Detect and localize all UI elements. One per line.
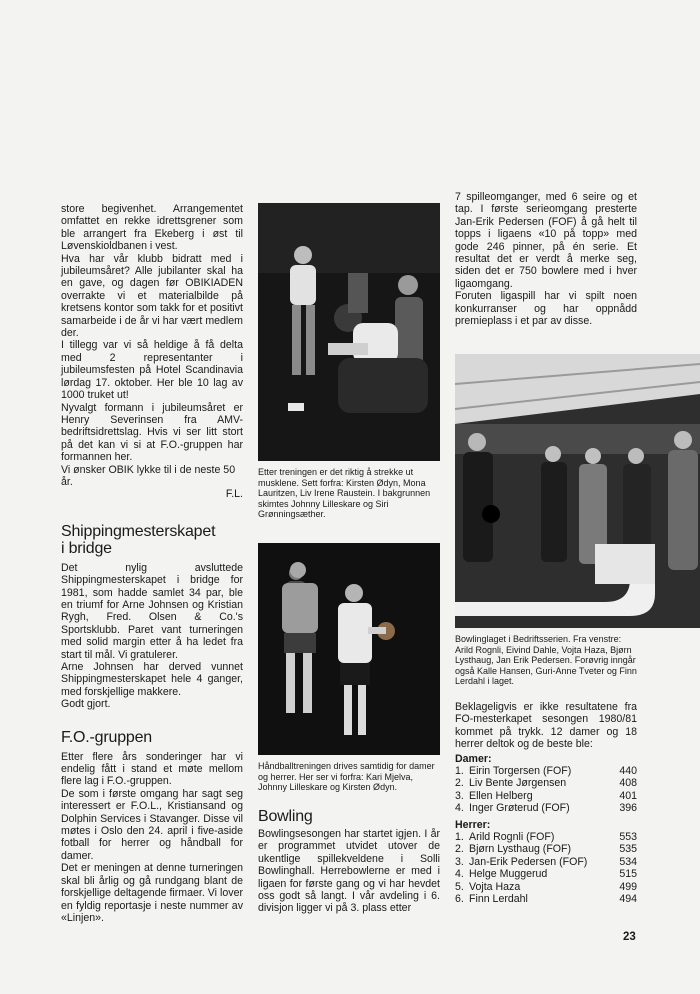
intro-paragraph: I tillegg var vi så heldige å få delta med 2 representanter i jubileumsfesten på Hotel Scandinavia lørdag 17. oktober. Her ble 10 lag av 1000 truket ut!: [61, 339, 243, 402]
result-name: Ellen Helberg: [469, 789, 533, 802]
result-row: [455, 868, 637, 880]
results-intro: Beklageligvis er ikke resultatene fra FO-mesterkapet sesongen 1980/81 kommet på trykk. 12 damer og 18 herrer deltok og de beste ble:: [455, 701, 637, 751]
result-rank: 4.: [455, 868, 464, 881]
fo-paragraph: Etter flere års sonderinger har vi endelig fått i stand et møte mellom flere lag i F.O.-gruppen.: [61, 750, 243, 788]
result-rank: 3.: [455, 789, 464, 802]
signature: F.L.: [225, 488, 243, 501]
result-score: 408: [619, 777, 637, 790]
stretching-photo-icon: [258, 203, 440, 461]
column-3-top: [455, 191, 637, 327]
bowling-cont-paragraph: Foruten ligaspill har vi spilt noen konkurranser og har oppnådd premieplass i et par av disse.: [455, 290, 637, 328]
result-score: 515: [619, 868, 637, 881]
caption-1: [258, 467, 442, 520]
result-score: 553: [619, 831, 637, 844]
fo-paragraph: De som i første omgang har sagt seg interessert er F.O.L., Kristiansand og Dolphin Services i Stavanger. Disse vil møtes i Oslo den 24. april i five-aside fotball for herrer og håndball for damer.: [61, 787, 243, 862]
result-score: 396: [619, 802, 637, 815]
result-name: Jan-Erik Pedersen (FOF): [469, 855, 588, 868]
damer-heading: Damer:: [455, 752, 492, 765]
result-name: Vojta Haza: [469, 880, 521, 893]
intro-paragraph: Nyvalgt formann i jubileumsåret er Henry Severinsen fra AMV-bedriftsidrettslag. Hvis vi ser litt stort på det kan vi si at F.O.-gruppen har formannen her.: [61, 401, 243, 464]
result-name: Finn Lerdahl: [469, 893, 528, 906]
stretching-photo: [258, 203, 440, 461]
bowling-section: [258, 808, 440, 915]
result-rank: 3.: [455, 855, 464, 868]
bowling-paragraph: Bowlingsesongen har startet igjen. I år er programmet utvidet utover de ukentlige spillekveldene i Solli Bowlinghall. Herrebowlerne er med i ligaen for første gang og vi har hevdet oss godt så langt. I vår avdeling i 6. divisjon ligger vi på 3. plass etter: [258, 828, 440, 915]
result-rank: 5.: [455, 880, 464, 893]
result-score: 535: [619, 843, 637, 856]
result-score: 440: [619, 765, 637, 778]
result-score: 494: [619, 893, 637, 906]
caption-3: [455, 634, 639, 687]
handball-photo: [258, 543, 440, 755]
bridge-heading-line2: i bridge: [61, 539, 112, 557]
result-rank: 6.: [455, 893, 464, 906]
bowling-team-photo: [455, 354, 700, 628]
result-row: [455, 881, 637, 893]
result-row: [455, 802, 637, 814]
result-name: Arild Rognli (FOF): [469, 831, 555, 844]
results-section: [455, 701, 637, 906]
bowling-heading: Bowling: [258, 808, 313, 825]
result-name: Eirin Torgersen (FOF): [469, 765, 572, 778]
result-rank: 2.: [455, 777, 464, 790]
caption-2-text: Håndballtreningen drives samtidig for damer og herrer. Her ser vi forfra: Kari Mjelva, Johnny Lilleskare og Kirsten Ødyn.: [258, 761, 435, 793]
result-name: Liv Bente Jørgensen: [469, 777, 567, 790]
result-row: [455, 790, 637, 802]
handball-photo-icon: [258, 543, 440, 755]
intro-paragraph: store begivenhet. Arrangementet omfattet en rekke idrettsgrener som ble arrangert fra Ekeberg i øst til Løvenskioldbanen i vest.: [61, 203, 243, 253]
result-rank: 4.: [455, 802, 464, 815]
fo-heading: F.O.-gruppen: [61, 728, 152, 746]
intro-paragraph: Hva har vår klubb bidratt med i jubileumsåret? Alle jubilanter skal ha en gave, og dagen før OBIKIADEN overrakte vi et materialbilde på kretsens kontor som takk for et positivt samarbeide i de år vi har vært medlem der.: [61, 252, 243, 340]
bridge-heading-line1: Shippingmesterskapet: [61, 522, 216, 540]
result-name: Inger Grøterud (FOF): [469, 802, 570, 815]
bridge-heading: [61, 523, 243, 557]
bridge-paragraph: Arne Johnsen har derved vunnet Shippingmesterskapet hele 4 ganger, med forskjellige makkere.: [61, 661, 243, 698]
result-score: 499: [619, 880, 637, 893]
page-number: 23: [623, 931, 636, 943]
caption-3-text: Bowlinglaget i Bedriftsserien. Fra venstre: Arild Rognli, Eivind Dahle, Vojta Haza, Bjørn Lysthaug, Jan Erik Pedersen. Forøvrig inngår også Kalle Hansen, Guri-Anne Tveter og Finn Lerdahl i laget.: [455, 634, 637, 687]
result-name: Helge Muggerud: [469, 868, 548, 881]
result-row: [455, 831, 637, 843]
result-name: Bjørn Lysthaug (FOF): [469, 843, 572, 856]
caption-2: [258, 761, 442, 793]
result-score: 534: [619, 855, 637, 868]
bowling-team-photo-icon: [455, 354, 700, 628]
result-rank: 1.: [455, 765, 464, 778]
result-rank: 1.: [455, 831, 464, 844]
fo-paragraph: Det er meningen at denne turneringen skal bli årlig og gå rundgang blant de forskjellige deltagende firmaer. Vi lover en fyldig reportasje i neste nummer av «Linjen».: [61, 862, 243, 924]
herrer-list: [455, 831, 637, 905]
result-row: [455, 856, 637, 868]
herrer-heading: Herrer:: [455, 818, 491, 831]
caption-1-text: Etter treningen er det riktig å strekke ut musklene. Sett forfra: Kirsten Ødyn, Mona Lauritzen, Liv Irene Raustein. I bakgrunnen skimtes Johnny Lilleskare og Siri Grønningsæther.: [258, 467, 431, 520]
bridge-paragraph: Godt gjort.: [61, 698, 111, 711]
bridge-paragraph: Det nylig avsluttede Shippingmesterskapet i bridge for 1981, som hadde samlet 34 par, ble en triumf for Arne Johnsen og Kristian Rygh, Fred. Olsen & Co.'s Sportsklubb. Paret vant turneringen med solid margin etter å ha ledet fra start til mål. Vi gratulerer.: [61, 561, 243, 661]
result-row: [455, 765, 637, 777]
result-row: [455, 777, 637, 789]
damer-list: [455, 765, 637, 815]
bowling-cont-paragraph: 7 spilleomganger, med 6 seire og et tap. I første serieomgang presterte Jan-Erik Pedersen (FOF) å gå helt til topps i ligaens «10 på topp» med gode 246 pinner, på én serie. Et resultat det er verdt å merke seg, siden det er 750 bowlere med i hver ligaomgang.: [455, 191, 637, 290]
intro-paragraph: Vi ønsker OBIK lykke til i de neste 50 år.: [61, 463, 236, 488]
column-1: [61, 203, 243, 924]
result-rank: 2.: [455, 843, 464, 856]
result-row: [455, 893, 637, 905]
result-row: [455, 843, 637, 855]
result-score: 401: [619, 789, 637, 802]
